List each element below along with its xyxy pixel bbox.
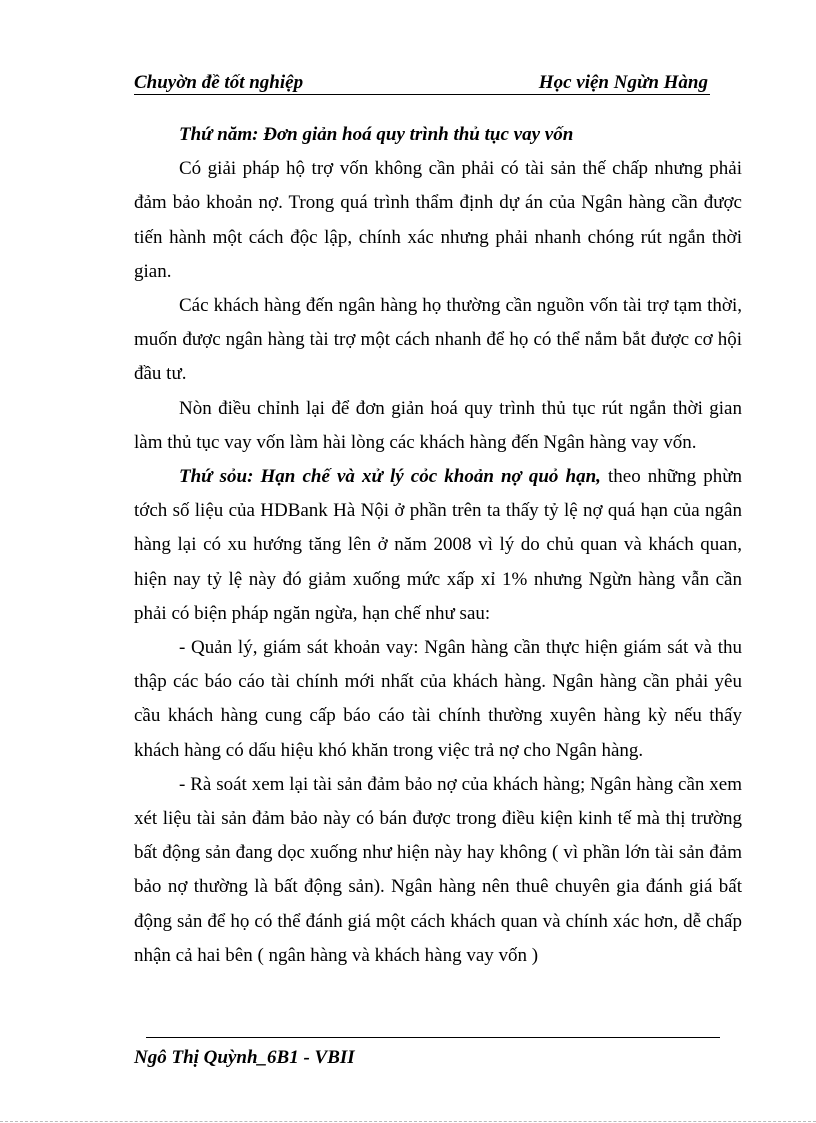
section-sixth-intro: theo những phừn tớch số liệu của HDBank Hà Nội ở phần trên ta thấy tỷ lệ nợ quá hạn của ngân hàng lại có xu hướng tăng lên ở năm 2008 vì lý do chủ quan và khách quan, hiện nay tỷ lệ này đó giảm xuống mức xấp xỉ 1% nhưng Ngừn hàng vẫn cần phải có biện pháp ngăn ngừa, hạn chế như sau:	[134, 466, 742, 624]
document-body	[134, 118, 742, 973]
section-heading-sixth: Thứ sỏu: Hạn chế và xử lý cỏc khoản nợ quỏ hạn,	[179, 466, 601, 488]
section-heading-fifth: Thứ năm: Đơn giản hoá quy trình thủ tục vay vốn	[179, 124, 574, 145]
footer-divider	[146, 1037, 720, 1038]
paragraph: Nòn điều chỉnh lại để đơn giản hoá quy trình thủ tục rút ngắn thời gian làm thủ tục vay vốn làm hài lòng các khách hàng đến Ngân hàng vay vốn.	[134, 397, 742, 453]
bullet-paragraph: - Quản lý, giám sát khoản vay: Ngân hàng cần thực hiện giám sát và thu thập các báo cáo tài chính mới nhất của khách hàng. Ngân hàng cần phải yêu cầu khách hàng cung cấp báo cáo tài chính thường xuyên hàng kỳ nếu thấy khách hàng có dấu hiệu khó khăn trong việc trả nợ cho Ngân hàng.	[134, 637, 742, 761]
header-institution: Học viện Ngừn Hàng	[538, 72, 708, 93]
header-document-title: Chuyờn đề tốt nghiệp	[134, 72, 304, 93]
paragraph: Có giải pháp hộ trợ vốn không cần phải có tài sản thế chấp nhưng phải đảm bảo khoản nợ. Trong quá trình thẩm định dự án của Ngân hàng cần được tiến hành một cách độc lập, chính xác nhưng phải nhanh chóng rút ngắn thời gian.	[134, 158, 742, 282]
footer-author: Ngô Thị Quỳnh_6B1 - VBII	[134, 1047, 355, 1068]
page-edge-divider	[0, 1121, 816, 1122]
page-header	[134, 68, 710, 95]
paragraph-sixth	[134, 460, 742, 631]
bullet-paragraph: - Rà soát xem lại tài sản đảm bảo nợ của khách hàng; Ngân hàng cần xem xét liệu tài sản đảm bảo này có bán được trong điều kiện kinh tế mà thị trường bất động sản đang dọc xuống như hiện này hay không ( vì phần lớn tài sản đảm bảo nợ thường là bất động sản). Ngân hàng nên thuê chuyên gia đánh giá bất động sản để họ có thể đánh giá một cách khách quan và chính xác hơn, dễ chấp nhận cả hai bên ( ngân hàng và khách hàng vay vốn )	[134, 773, 742, 966]
paragraph: Các khách hàng đến ngân hàng họ thường cần nguồn vốn tài trợ tạm thời, muốn được ngân hàng tài trợ một cách nhanh để họ có thể nắm bắt được cơ hội đầu tư.	[134, 295, 742, 385]
